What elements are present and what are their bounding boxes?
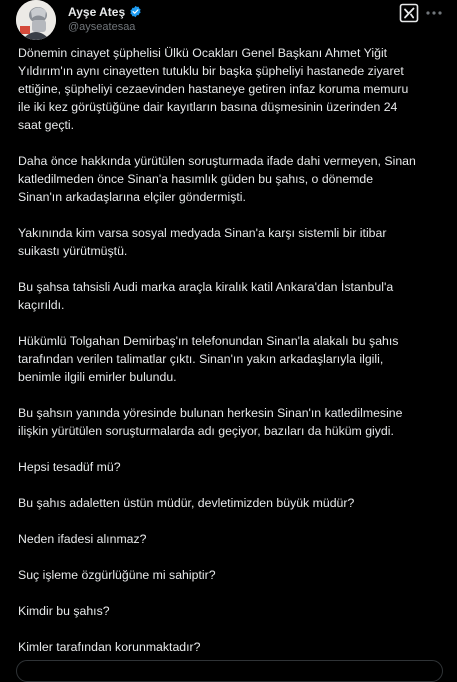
- tweet-paragraph: Kimdir bu şahıs?: [18, 604, 110, 618]
- tweet-paragraph: Suç işleme özgürlüğüne mi sahiptir?: [18, 568, 216, 582]
- tweet-header: [16, 0, 441, 40]
- media-card-edge[interactable]: [16, 660, 443, 682]
- author-info: [68, 3, 142, 33]
- tweet-paragraph: Hükümlü Tolgahan Demirbaş'ın telefonundan Sinan'la alakalı bu şahıs tarafından verilen talimatlar çıktı. Sinan'ın yakın arkadaşlarıyla ilgili, benimle ilgili emirler bulundu.: [18, 334, 399, 384]
- more-options-button[interactable]: [424, 2, 444, 24]
- tweet-paragraph: Bu şahsın yanında yöresinde bulunan herkesin Sinan'ın katledilmesine ilişkin yürütülen soruşturmalarda adı geçiyor, bazıları da hüküm giydi.: [18, 406, 403, 438]
- tweet-paragraph: Kimler tarafından korunmaktadır?: [18, 640, 201, 654]
- tweet-text: [18, 44, 439, 674]
- author-handle[interactable]: @ayseatesaa: [68, 21, 136, 33]
- author-name-row: [68, 3, 142, 20]
- tweet-paragraph: Yakınında kim varsa sosyal medyada Sinan'a karşı sistemli bir itibar suikastı yürütmüştü.: [18, 226, 387, 258]
- grok-icon: [398, 2, 420, 24]
- tweet-paragraph: Neden ifadesi alınmaz?: [18, 532, 147, 546]
- profile-photo-icon: [16, 0, 56, 40]
- grok-button[interactable]: [398, 2, 420, 24]
- tweet-paragraph: Dönemin cinayet şüphelisi Ülkü Ocakları Genel Başkanı Ahmet Yiğit Yıldırım'ın aynı cinayetten tutuklu bir başka şüpheliyi hastanede ziyaret ettiğine, şüpheliyi cezaevinden hastaneye getiren infaz koruma memuru ile iki kez görüştüğüne dair kayıtların basına düşmesinin üzerinden 24 saat geçti.: [18, 46, 409, 132]
- tweet-paragraph: Bu şahıs adaletten üstün müdür, devletimizden büyük müdür?: [18, 496, 355, 510]
- tweet-paragraph: Bu şahsa tahsisli Audi marka araçla kiralık katil Ankara'dan İstanbul'a kaçırıldı.: [18, 280, 394, 312]
- tweet-paragraph: Daha önce hakkında yürütülen soruşturmada ifade dahi vermeyen, Sinan katledilmeden önce Sinan'a hasımlık güden bu şahıs, o dönemde Sinan'ın arkadaşlarına elçiler göndermişti.: [18, 154, 416, 204]
- avatar[interactable]: [16, 0, 56, 40]
- author-display-name[interactable]: Ayşe Ateş: [68, 4, 126, 19]
- more-options-icon: [425, 10, 443, 16]
- verified-badge-icon: [129, 5, 142, 18]
- tweet-paragraph: Hepsi tesadüf mü?: [18, 460, 121, 474]
